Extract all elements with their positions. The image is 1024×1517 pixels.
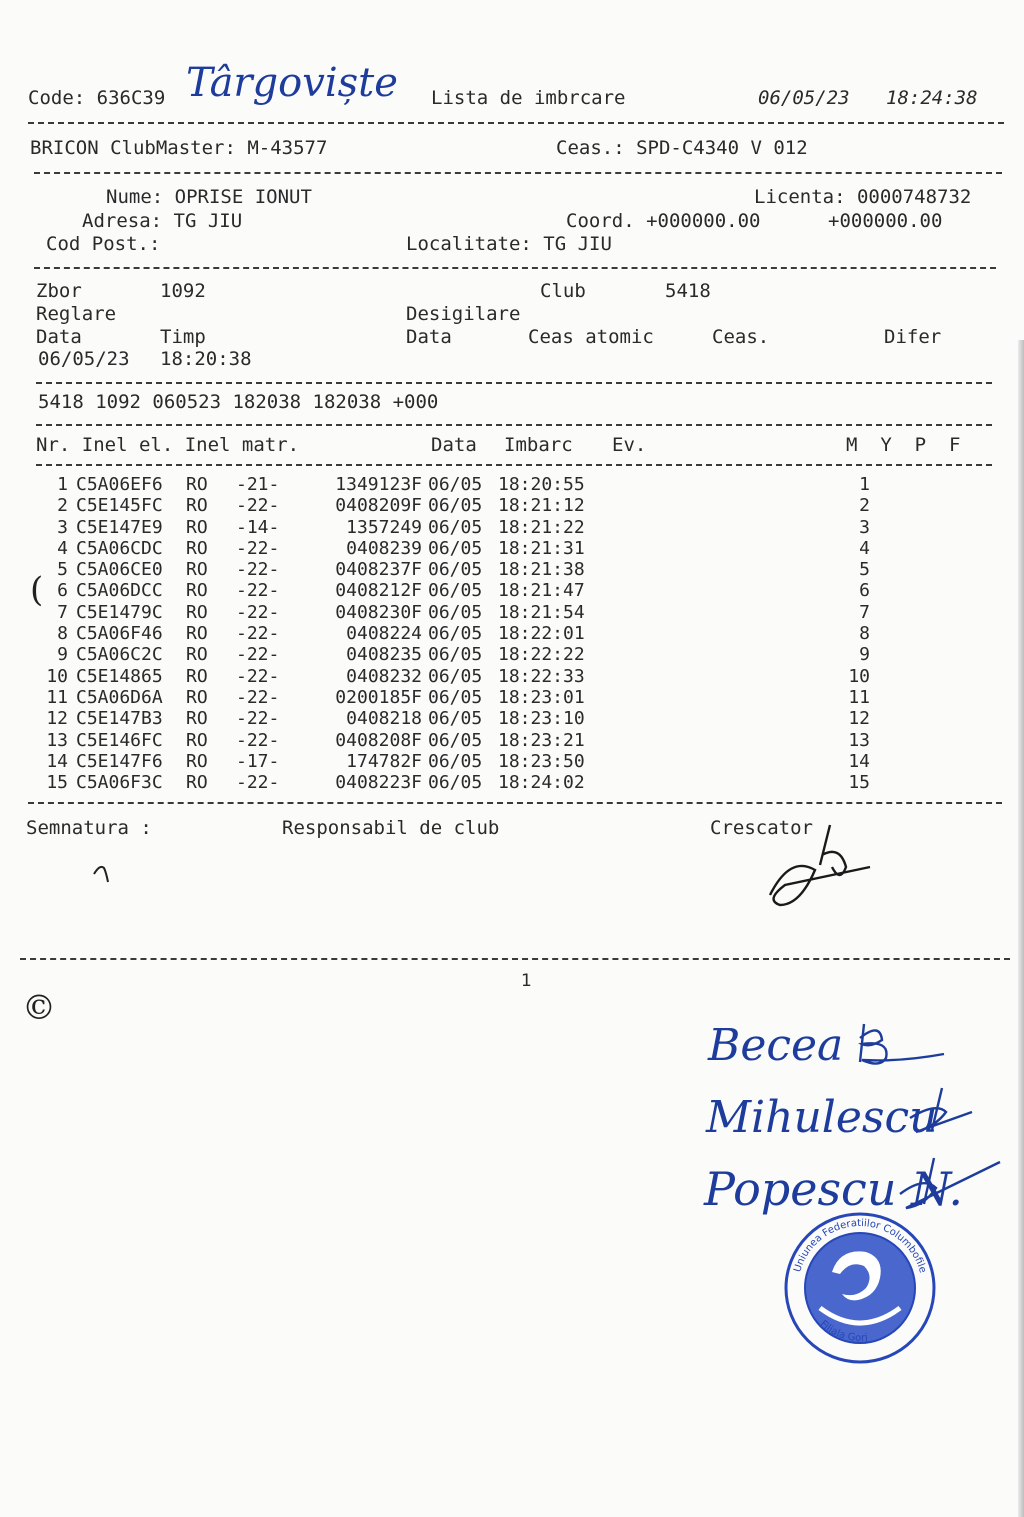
header-date: 06/05/23 (758, 87, 850, 109)
cell-inel: C5A06DCC (76, 580, 163, 602)
cell-inel: C5E14865 (76, 665, 163, 687)
cell-yr: -22- (236, 772, 280, 794)
cell-m: 14 (848, 750, 870, 772)
cell-time: 18:22:33 (498, 665, 585, 687)
divider (28, 122, 1004, 124)
association-stamp (780, 1208, 940, 1368)
cell-nr: 7 (57, 601, 68, 623)
cell-matr: 0408212F (335, 580, 422, 602)
cell-m: 12 (848, 708, 870, 730)
cell-ro: RO (186, 601, 208, 623)
cell-yr: -22- (236, 665, 280, 687)
cell-time: 18:24:02 (498, 772, 585, 794)
date-label: Data (36, 326, 82, 348)
cell-nr: 11 (46, 686, 68, 708)
signature-1 (850, 1018, 950, 1068)
cell-time: 18:23:01 (498, 686, 585, 708)
cell-date: 06/05 (428, 474, 483, 495)
handwritten-name-1: Becea (708, 1020, 844, 1071)
cell-matr: 1349123F (335, 474, 422, 495)
cell-date: 06/05 (428, 559, 483, 581)
flight-label: Zbor (36, 280, 82, 302)
cell-nr: 9 (57, 644, 68, 666)
cell-yr: -22- (236, 601, 280, 623)
cell-date: 06/05 (428, 772, 483, 794)
atomic-clock-label: Ceas atomic (528, 326, 654, 348)
setting-label: Reglare (36, 303, 117, 325)
cell-time: 18:21:54 (498, 601, 585, 623)
table-row (36, 580, 870, 601)
cell-m: 5 (859, 559, 870, 581)
code-label: Code: 636C39 (28, 87, 166, 109)
cell-nr: 12 (46, 708, 68, 730)
cell-ro: RO (186, 474, 208, 495)
table-row (36, 538, 870, 559)
divider (34, 172, 1002, 174)
cell-inel: C5E147E9 (76, 516, 163, 538)
cell-ro: RO (186, 537, 208, 559)
cell-matr: 0408223F (335, 772, 422, 794)
setting-date: 06/05/23 (38, 348, 130, 370)
cell-inel: C5E146FC (76, 729, 163, 751)
cell-time: 18:22:01 (498, 623, 585, 645)
cell-ro: RO (186, 623, 208, 645)
table-header-imbarc: Imbarc (504, 434, 573, 456)
table-row (36, 687, 870, 708)
unseal-date-label: Data (406, 326, 452, 348)
cell-matr: 0408232 (346, 665, 422, 687)
cell-time: 18:21:22 (498, 516, 585, 538)
cell-m: 4 (859, 537, 870, 559)
scribble-mark: © (22, 988, 56, 1028)
breeder-signature (760, 815, 890, 915)
club-label: Club (540, 280, 586, 302)
cell-ro: RO (186, 665, 208, 687)
bracket-mark: ( (30, 570, 44, 610)
cell-m: 2 (859, 495, 870, 517)
divider (20, 958, 1010, 960)
cell-matr: 0408239 (346, 537, 422, 559)
cell-yr: -22- (236, 729, 280, 751)
cell-m: 11 (848, 686, 870, 708)
setting-time: 18:20:38 (160, 348, 252, 370)
cell-inel: C5E145FC (76, 495, 163, 517)
cell-yr: -22- (236, 495, 280, 517)
cell-inel: C5A06F3C (76, 772, 163, 794)
cell-yr: -22- (236, 644, 280, 666)
cell-m: 9 (859, 644, 870, 666)
cell-date: 06/05 (428, 623, 483, 645)
cell-date: 06/05 (428, 495, 483, 517)
locality: Localitate: TG JIU (406, 233, 612, 255)
divider (28, 802, 1002, 804)
table-row (36, 644, 870, 665)
table-row (36, 474, 870, 495)
svg-text:Filiala Gorj: Filiala Gorj (817, 1318, 869, 1344)
cell-date: 06/05 (428, 665, 483, 687)
cell-date: 06/05 (428, 686, 483, 708)
cell-nr: 10 (46, 665, 68, 687)
cell-yr: -22- (236, 708, 280, 730)
cell-ro: RO (186, 686, 208, 708)
difference-label: Difer (884, 326, 942, 348)
cell-m: 6 (859, 580, 870, 602)
table-header-flags: M Y P F (846, 434, 961, 456)
table-row (36, 666, 870, 687)
cell-inel: C5E1479C (76, 601, 163, 623)
owner-address: Adresa: TG JIU (82, 210, 243, 232)
handwritten-name-2: Mihulescu (706, 1092, 938, 1143)
table-row (36, 517, 870, 538)
cell-yr: -22- (236, 623, 280, 645)
cell-matr: 0408208F (335, 729, 422, 751)
table-row (36, 751, 870, 772)
handwritten-name-3: Popescu N. (704, 1162, 963, 1216)
cell-matr: 0408209F (335, 495, 422, 517)
cell-m: 13 (848, 729, 870, 751)
document-title: Lista de imbrcare (431, 87, 626, 109)
cell-nr: 2 (57, 495, 68, 517)
flight-number: 1092 (160, 280, 206, 302)
cell-ro: RO (186, 644, 208, 666)
divider (36, 382, 992, 384)
cell-date: 06/05 (428, 601, 483, 623)
table-row (36, 708, 870, 729)
signature-label: Semnatura : (26, 817, 152, 839)
cell-yr: -17- (236, 750, 280, 772)
cell-time: 18:22:22 (498, 644, 585, 666)
cell-matr: 0408224 (346, 623, 422, 645)
cell-matr: 0408218 (346, 708, 422, 730)
cell-ro: RO (186, 580, 208, 602)
cell-matr: 0200185F (335, 686, 422, 708)
summary-line: 5418 1092 060523 182038 182038 +000 (38, 391, 439, 413)
cell-inel: C5A06CDC (76, 537, 163, 559)
club-responsible-label: Responsabil de club (282, 817, 500, 839)
cell-matr: 1357249 (346, 516, 422, 538)
cell-date: 06/05 (428, 729, 483, 751)
cell-nr: 15 (46, 772, 68, 794)
cell-yr: -21- (236, 474, 280, 495)
divider (36, 464, 992, 466)
svg-text:Uniunea Federatiilor Columbofi: Uniunea Federatiilor Columbofile (792, 1217, 929, 1275)
cell-m: 3 (859, 516, 870, 538)
table-row (36, 730, 870, 751)
cell-nr: 5 (57, 559, 68, 581)
table-row (36, 623, 870, 644)
table-row (36, 559, 870, 580)
clock-col-label: Ceas. (712, 326, 770, 348)
club-number: 5418 (665, 280, 711, 302)
cell-ro: RO (186, 708, 208, 730)
cell-date: 06/05 (428, 580, 483, 602)
unseal-label: Desigilare (406, 303, 521, 325)
cell-date: 06/05 (428, 644, 483, 666)
cell-inel: C5A06C2C (76, 644, 163, 666)
licence-number: Licenta: 0000748732 (754, 186, 972, 208)
cell-date: 06/05 (428, 750, 483, 772)
clock-label: Ceas.: SPD-C4340 V 012 (556, 137, 808, 159)
cell-nr: 8 (57, 623, 68, 645)
table-row (36, 495, 870, 516)
cell-nr: 13 (46, 729, 68, 751)
signature-2 (906, 1082, 976, 1142)
cell-inel: C5A06EF6 (76, 474, 163, 495)
cell-time: 18:23:21 (498, 729, 585, 751)
cell-yr: -22- (236, 537, 280, 559)
table-header-date: Data (431, 434, 477, 456)
cell-inel: C5E147F6 (76, 750, 163, 772)
cell-matr: 0408230F (335, 601, 422, 623)
cell-yr: -14- (236, 516, 280, 538)
cell-time: 18:21:31 (498, 537, 585, 559)
page-edge-shadow (1018, 340, 1024, 1517)
cell-m: 8 (859, 623, 870, 645)
basketing-table (36, 474, 870, 793)
cell-inel: C5A06F46 (76, 623, 163, 645)
table-row (36, 772, 870, 793)
cell-time: 18:23:50 (498, 750, 585, 772)
cell-nr: 3 (57, 516, 68, 538)
handwritten-location: Târgoviște (186, 60, 398, 106)
cell-nr: 14 (46, 750, 68, 772)
cell-yr: -22- (236, 580, 280, 602)
table-header-left: Nr. Inel el. Inel matr. (36, 434, 300, 456)
cell-m: 7 (859, 601, 870, 623)
cell-ro: RO (186, 559, 208, 581)
postal-code-label: Cod Post.: (46, 233, 161, 255)
cell-time: 18:23:10 (498, 708, 585, 730)
cell-m: 15 (848, 772, 870, 794)
clubmaster-label: BRICON ClubMaster: M-43577 (30, 137, 328, 159)
cell-ro: RO (186, 750, 208, 772)
header-time: 18:24:38 (886, 87, 978, 109)
table-header-ev: Ev. (612, 434, 647, 456)
cell-matr: 174782F (346, 750, 422, 772)
table-row (36, 602, 870, 623)
cell-time: 18:21:47 (498, 580, 585, 602)
cell-date: 06/05 (428, 516, 483, 538)
cell-inel: C5A06CE0 (76, 559, 163, 581)
page-number: 1 (521, 971, 532, 991)
cell-matr: 0408235 (346, 644, 422, 666)
cell-ro: RO (186, 495, 208, 517)
pen-tick (90, 860, 120, 890)
cell-m: 1 (859, 474, 870, 495)
cell-time: 18:21:38 (498, 559, 585, 581)
cell-nr: 4 (57, 537, 68, 559)
coordinate-label: Coord. +000000.00 (566, 210, 761, 232)
cell-inel: C5E147B3 (76, 708, 163, 730)
divider (36, 424, 992, 426)
cell-yr: -22- (236, 686, 280, 708)
cell-date: 06/05 (428, 537, 483, 559)
cell-yr: -22- (236, 559, 280, 581)
cell-nr: 6 (57, 580, 68, 602)
cell-time: 18:20:55 (498, 474, 585, 495)
divider (34, 267, 996, 269)
coordinate-value: +000000.00 (828, 210, 943, 232)
cell-ro: RO (186, 516, 208, 538)
owner-name: Nume: OPRISE IONUT (106, 186, 312, 208)
breeder-label: Crescator (710, 817, 813, 839)
cell-matr: 0408237F (335, 559, 422, 581)
cell-m: 10 (848, 665, 870, 687)
cell-ro: RO (186, 772, 208, 794)
time-label: Timp (160, 326, 206, 348)
cell-nr: 1 (57, 474, 68, 495)
cell-date: 06/05 (428, 708, 483, 730)
cell-inel: C5A06D6A (76, 686, 163, 708)
cell-time: 18:21:12 (498, 495, 585, 517)
cell-ro: RO (186, 729, 208, 751)
